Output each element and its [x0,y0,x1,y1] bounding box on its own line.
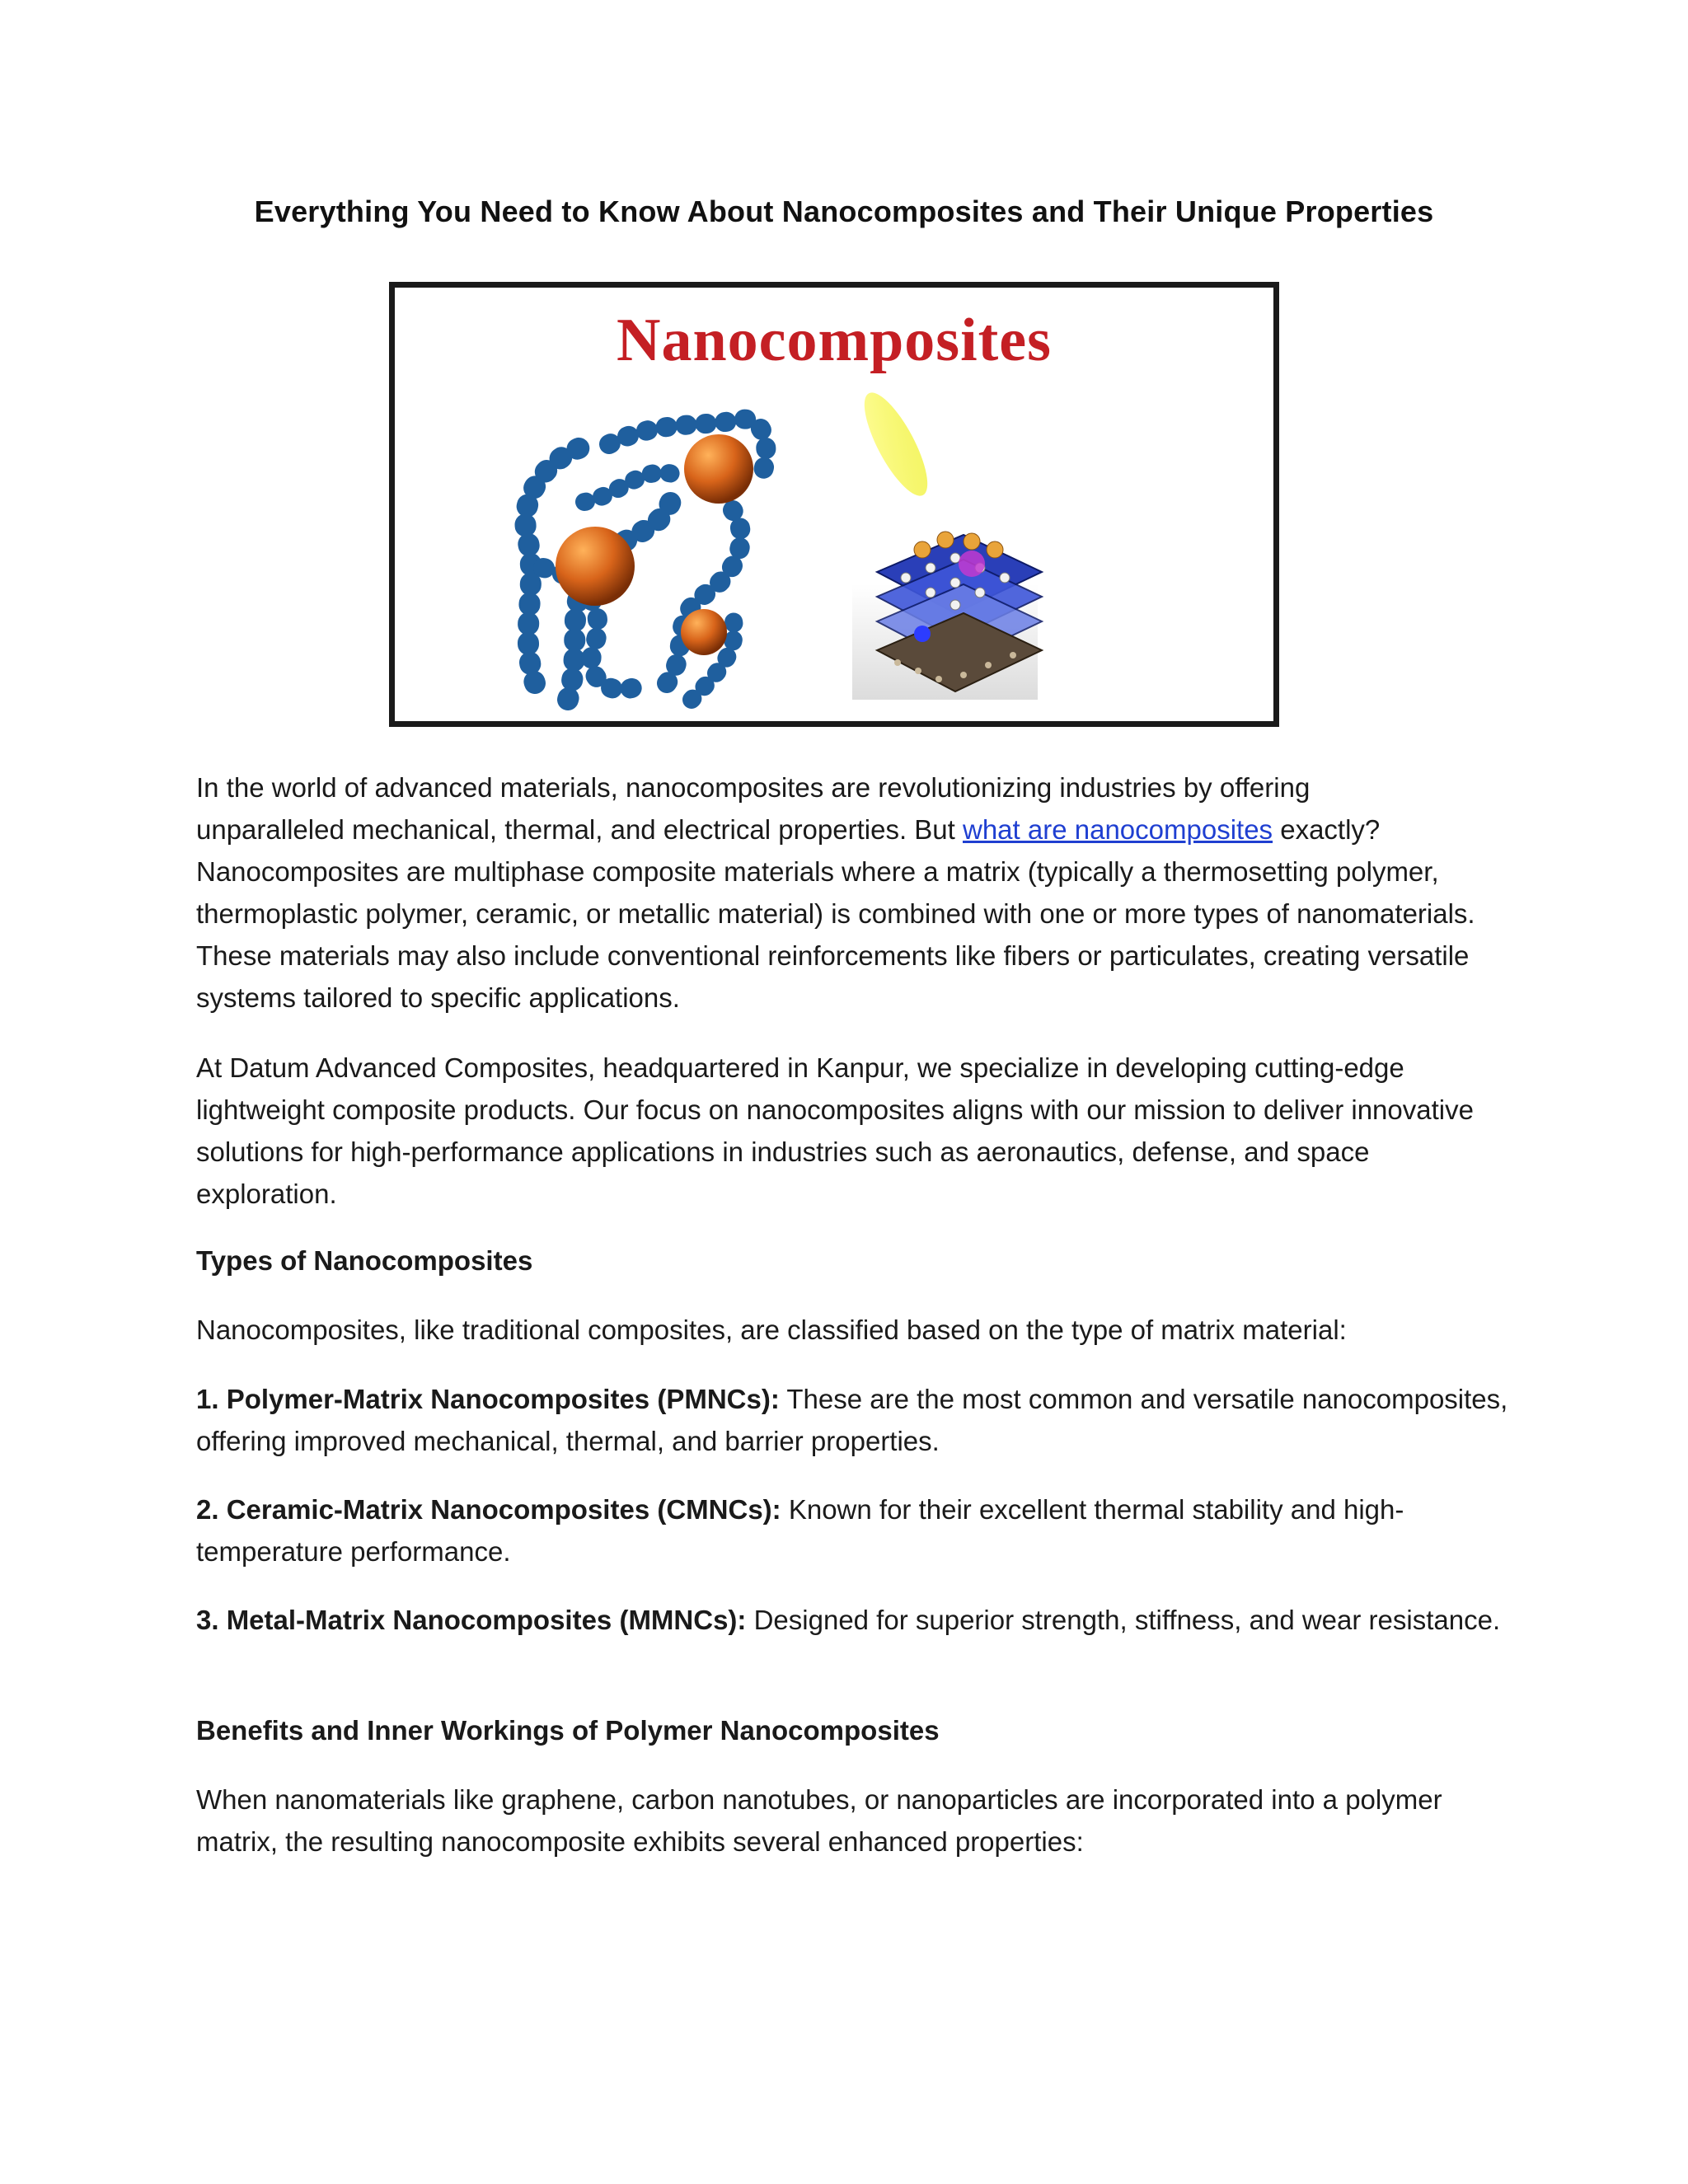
page-title: Everything You Need to Know About Nanocomposites and Their Unique Properties [254,194,1434,228]
light-beam [853,385,940,504]
types-intro: Nanocomposites, like traditional composites, are classified based on the type of matrix material: [196,1315,1347,1345]
intro-rest: Nanocomposites are multiphase composite materials where a matrix (typically a thermosetting polymer, thermoplastic polymer, ceramic, or metallic material) is combined with one or more types of nanomaterials. These materials may also include conventional reinforcements like fibers or particulates, creating versatile systems tailored to specific applications. [196,856,1475,1013]
figure-title: Nanocomposites [617,307,1052,374]
type-item-pmnc: 1. Polymer-Matrix Nanocomposites (PMNCs): These are the most common and versatile nanocomposites, offering improved mechanical, thermal, and barrier properties. [196,1384,1508,1456]
orange-sphere-small [681,609,727,655]
nanocomposites-figure [389,282,1279,727]
type-item-mmnc: 3. Metal-Matrix Nanocomposites (MMNCs): Designed for superior strength, stiffness, and wear resistance. [196,1605,1501,1635]
orange-sphere-large [556,527,635,606]
type-item-cmnc: 2. Ceramic-Matrix Nanocomposites (CMNCs): Known for their excellent thermal stability and high-temperature performance. [196,1494,1404,1567]
about-paragraph: At Datum Advanced Composites, headquartered in Kanpur, we specialize in developing cutting-edge lightweight composite products. Our focus on nanocomposites aligns with our mission to deliver innovative solutions for high-performance applications in industries such as aeronautics, defense, and space exploration. [196,1052,1474,1209]
types-heading: Types of Nanocomposites [196,1245,533,1276]
intro-line-2: unparalleled mechanical, thermal, and electrical properties. But what are nanocomposites exactly? [196,814,1381,845]
intro-line-1: In the world of advanced materials, nanocomposites are revolutionizing industries by offering [196,772,1311,803]
nanocomposite-illustration [395,288,1273,721]
orange-sphere-top [684,434,753,504]
benefits-intro: When nanomaterials like graphene, carbon nanotubes, or nanoparticles are incorporated into a polymer matrix, the resulting nanocomposite exhibits several enhanced properties: [196,1784,1442,1857]
benefits-heading: Benefits and Inner Workings of Polymer Nanocomposites [196,1715,940,1746]
intro-paragraph [196,766,1515,1019]
what-are-nanocomposites-link[interactable]: what are nanocomposites [963,814,1273,845]
